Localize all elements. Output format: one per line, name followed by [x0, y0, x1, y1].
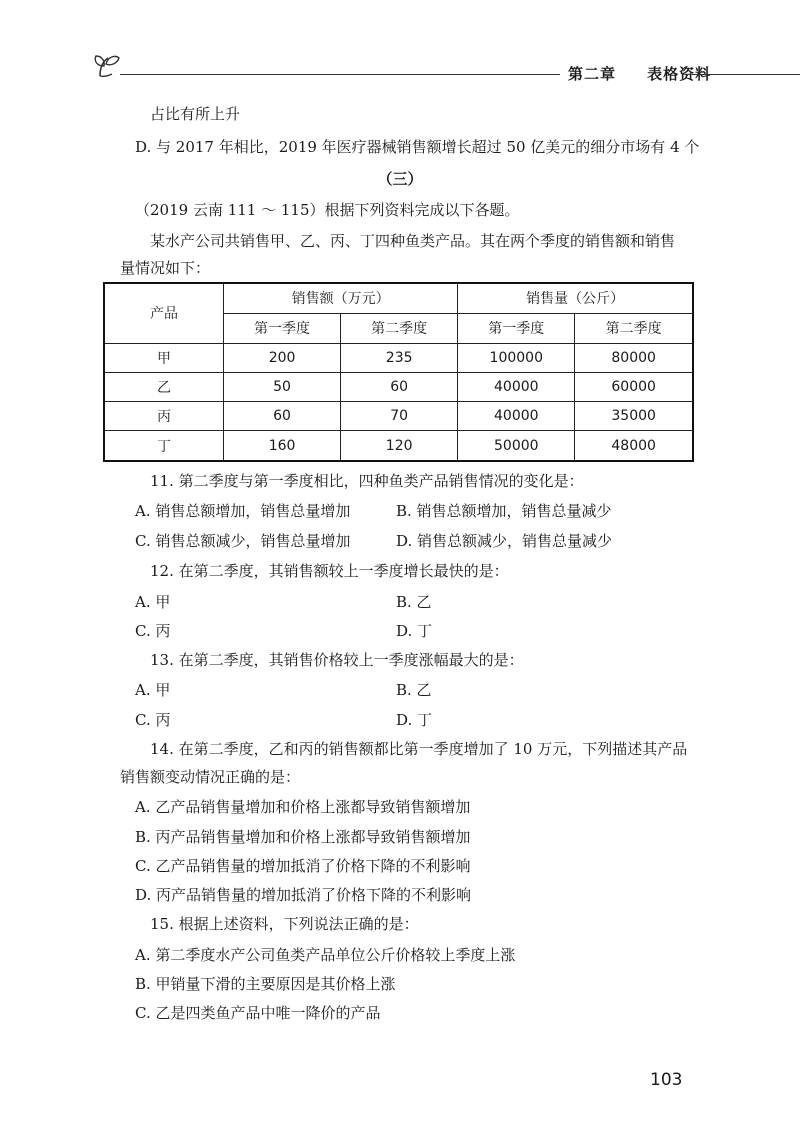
q15-option-a: A. 第二季度水产公司鱼类产品单位公斤价格较上季度上涨 — [135, 946, 516, 964]
running-header — [100, 52, 800, 88]
page-number: 103 — [650, 1070, 683, 1090]
table-cell: 60 — [224, 402, 341, 431]
sub-header: 第二季度 — [575, 313, 693, 343]
table-cell: 80000 — [575, 343, 693, 372]
table-row — [104, 372, 693, 401]
q14-option-a: A. 乙产品销售量增加和价格上涨都导致销售额增加 — [135, 798, 471, 816]
part-title: （三） — [377, 170, 423, 188]
q12-option-a: A. 甲 — [135, 593, 171, 611]
q12-option-c: C. 丙 — [135, 622, 171, 640]
part-desc-2: 量情况如下： — [120, 259, 211, 277]
q14-option-b: B. 丙产品销售量增加和价格上涨都导致销售额增加 — [135, 828, 471, 846]
q11-stem: 11. 第二季度与第一季度相比，四种鱼类产品销售情况的变化是： — [150, 472, 584, 490]
table-row — [104, 343, 693, 372]
q12-option-b: B. 乙 — [396, 593, 432, 611]
table-cell: 50000 — [458, 431, 575, 461]
part-source: （2019 云南 111 ～ 115）根据下列资料完成以下各题。 — [135, 201, 520, 219]
sprout-icon — [92, 52, 122, 82]
sub-header: 第二季度 — [341, 313, 458, 343]
sales-amount-header: 销售额（万元） — [224, 283, 458, 313]
q15-option-b: B. 甲销量下滑的主要原因是其价格上涨 — [135, 975, 396, 993]
table-cell: 48000 — [575, 431, 693, 461]
q11-option-d: D. 销售总额减少，销售总量减少 — [396, 532, 613, 550]
table-row — [104, 402, 693, 431]
sales-volume-header: 销售量（公斤） — [458, 283, 693, 313]
q12-stem: 12. 在第二季度，其销售额较上一季度增长最快的是： — [150, 562, 509, 580]
sub-header: 第一季度 — [224, 313, 341, 343]
product-name: 乙 — [104, 372, 224, 401]
sales-table — [103, 282, 694, 462]
product-name: 丁 — [104, 431, 224, 461]
q13-stem: 13. 在第二季度，其销售价格较上一季度涨幅最大的是： — [150, 651, 524, 669]
header-title — [568, 63, 711, 84]
intro-line-2: D. 与 2017 年相比，2019 年医疗器械销售额增长超过 50 亿美元的细分市场有 4 个 — [135, 138, 700, 156]
section-label: 表格资料 — [647, 65, 712, 83]
q15-stem: 15. 根据上述资料，下列说法正确的是： — [150, 915, 419, 933]
q13-option-a: A. 甲 — [135, 681, 171, 699]
q14-stem-1: 14. 在第二季度，乙和丙的销售额都比第一季度增加了 10 万元，下列描述其产品 — [150, 740, 688, 758]
table-cell: 40000 — [458, 372, 575, 401]
sub-header: 第一季度 — [458, 313, 575, 343]
table-cell: 200 — [224, 343, 341, 372]
q11-option-c: C. 销售总额减少，销售总量增加 — [135, 532, 351, 550]
table-cell: 60000 — [575, 372, 693, 401]
chapter-label: 第二章 — [568, 65, 617, 83]
q14-option-d: D. 丙产品销售量的增加抵消了价格下降的不利影响 — [135, 886, 472, 904]
table-cell: 60 — [341, 372, 458, 401]
table-cell: 100000 — [458, 343, 575, 372]
table-cell: 120 — [341, 431, 458, 461]
product-name: 丙 — [104, 402, 224, 431]
product-header: 产品 — [104, 283, 224, 343]
product-name: 甲 — [104, 343, 224, 372]
q13-option-d: D. 丁 — [396, 711, 433, 729]
intro-line-1: 占比有所上升 — [150, 105, 241, 123]
table-cell: 160 — [224, 431, 341, 461]
header-rule-left — [120, 74, 560, 75]
table-cell: 235 — [341, 343, 458, 372]
header-rule-right — [692, 74, 800, 75]
part-desc-1: 某水产公司共销售甲、乙、丙、丁四种鱼类产品。其在两个季度的销售额和销售 — [150, 232, 676, 250]
table-cell: 50 — [224, 372, 341, 401]
q13-option-b: B. 乙 — [396, 681, 432, 699]
q12-option-d: D. 丁 — [396, 622, 433, 640]
q14-stem-2: 销售额变动情况正确的是： — [120, 768, 301, 786]
q14-option-c: C. 乙产品销售量的增加抵消了价格下降的不利影响 — [135, 857, 471, 875]
table-cell: 70 — [341, 402, 458, 431]
q11-option-a: A. 销售总额增加，销售总量增加 — [135, 502, 351, 520]
table-cell: 40000 — [458, 402, 575, 431]
table-cell: 35000 — [575, 402, 693, 431]
q15-option-c: C. 乙是四类鱼产品中唯一降价的产品 — [135, 1004, 381, 1022]
q13-option-c: C. 丙 — [135, 711, 171, 729]
table-row — [104, 431, 693, 461]
q11-option-b: B. 销售总额增加，销售总量减少 — [396, 502, 612, 520]
